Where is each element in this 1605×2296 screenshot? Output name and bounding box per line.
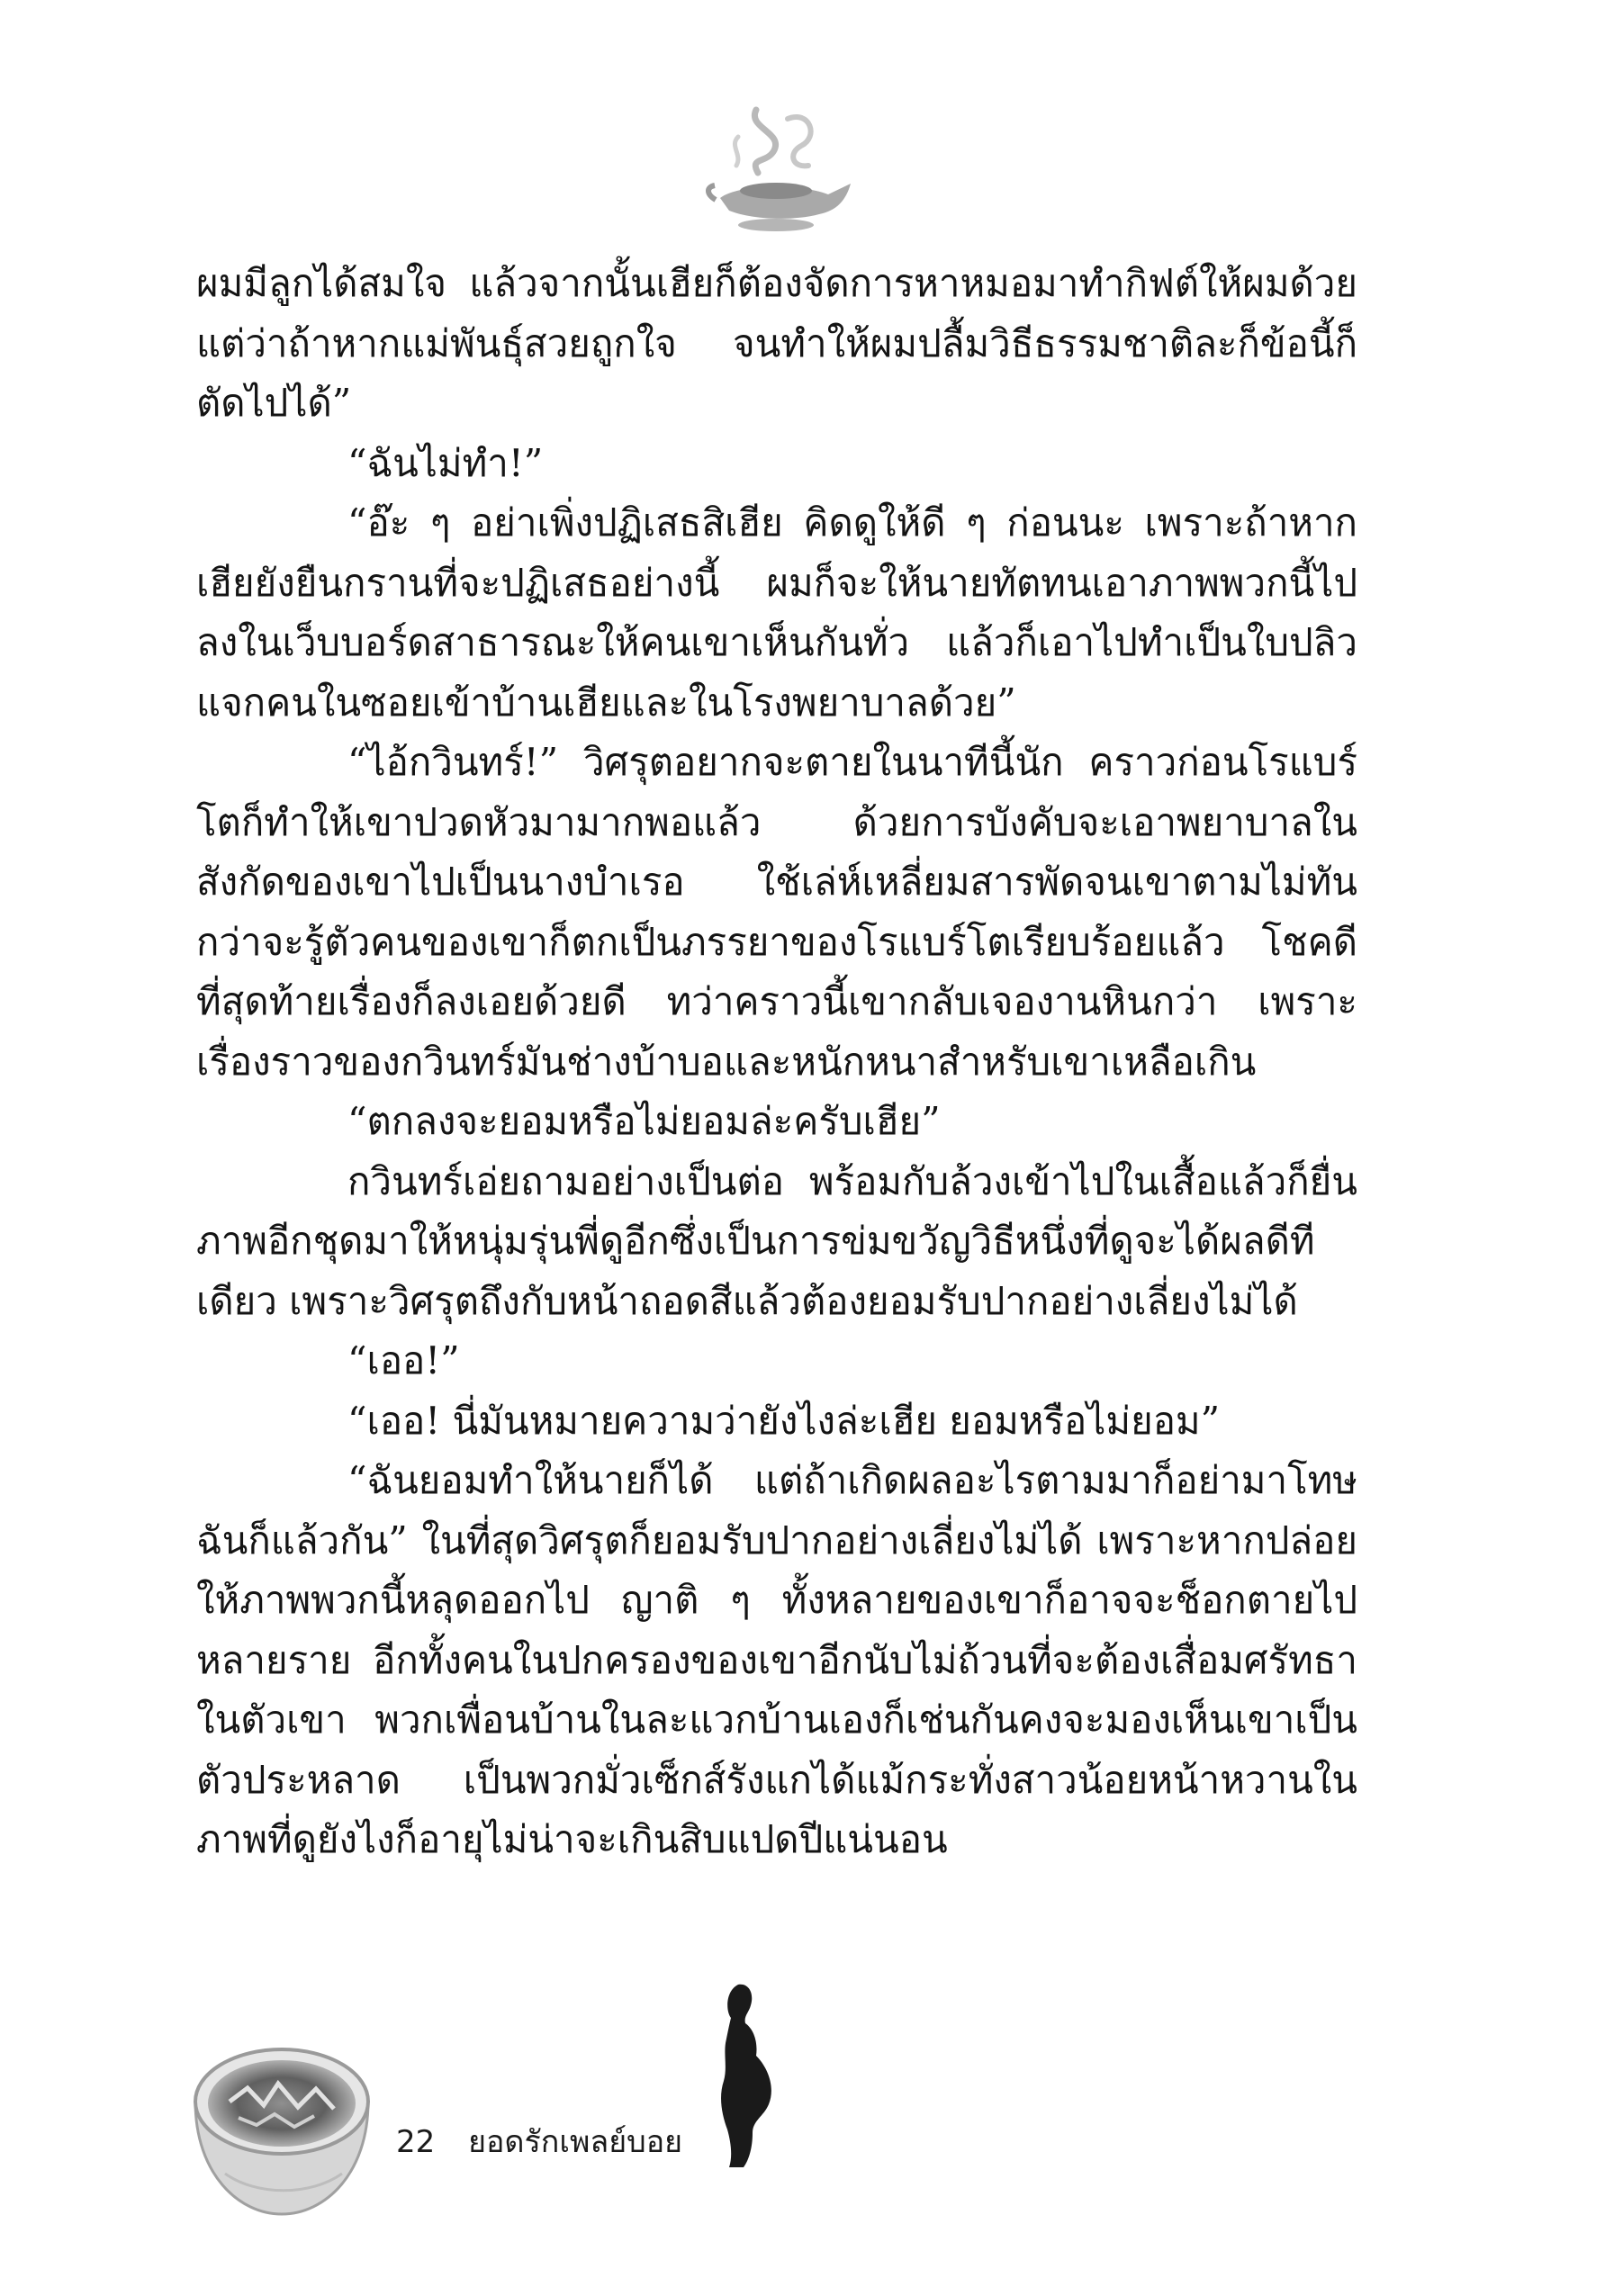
page-number: 22 xyxy=(396,2124,436,2160)
paragraph: กวินทร์เอ่ยถามอย่างเป็นต่อ พร้อมกับล้วงเข้าไปในเสื้อแล้วก็ยื่นภาพอีกชุดมาให้หนุ่มรุ่นพี่ดูอีกซึ่งเป็นการข่มขวัญวิธีหนึ่งที่ดูจะได้ผลดีทีเดียว เพราะวิศรุตถึงกับหน้าถอดสีแล้วต้องยอมรับปากอย่างเลี่ยงไม่ได้ xyxy=(196,1158,1357,1323)
paragraph: “เออ!” xyxy=(347,1338,460,1382)
paragraph: “ไอ้กวินทร์!” วิศรุตอยากจะตายในนาทีนี้นัก คราวก่อนโรแบร์โตก็ทำให้เขาปวดหัวมามากพอแล้ว ด้วยการบังคับจะเอาพยาบาลในสังกัดของเขาไปเป็นนางบำเรอ ใช้เล่ห์เหลี่ยมสารพัดจนเขาตามไม่ทัน กว่าจะรู้ตัวคนของเขาก็ตกเป็นภรรยาของโรแบร์โตเรียบร้อยแล้ว โชคดีที่สุดท้ายเรื่องก็ลงเอยด้วยดี ทว่าคราวนี้เขากลับเจองานหินกว่า เพราะเรื่องราวของกวินทร์มันช่างบ้าบอและหนักหนาสำหรับเขาเหลือเกิน xyxy=(196,740,1357,1084)
tea-bowl-icon xyxy=(185,2039,378,2219)
pregnant-woman-silhouette-icon xyxy=(702,1980,783,2169)
paragraph: “ฉันยอมทำให้นายก็ได้ แต่ถ้าเกิดผลอะไรตามมาก็อย่ามาโทษฉันก็แล้วกัน” ในที่สุดวิศรุตก็ยอมรับปากอย่างเลี่ยงไม่ได้ เพราะหากปล่อยให้ภาพพวกนี้หลุดออกไป ญาติ ๆ ทั้งหลายของเขาก็อาจจะช็อกตายไปหลายราย อีกทั้งคนในปกครองของเขาอีกนับไม่ถ้วนที่จะต้องเสื่อมศรัทธาในตัวเขา พวกเพื่อนบ้านในละแวกบ้านเองก็เช่นกันคงจะมองเห็นเขาเป็นตัวประหลาด เป็นพวกมั่วเซ็กส์รังแกได้แม้กระทั่งสาวน้อยหน้าหวานในภาพที่ดูยังไงก็อายุไม่น่าจะเกินสิบแปดปีแน่นอน xyxy=(196,1458,1357,1861)
genie-lamp-icon xyxy=(702,101,855,236)
paragraph: “ฉันไม่ทำ!” xyxy=(347,440,544,485)
paragraph: “เออ! นี่มันหมายความว่ายังไงล่ะเฮีย ยอมหรือไม่ยอม” xyxy=(347,1398,1221,1443)
paragraph: ผมมีลูกได้สมใจ แล้วจากนั้นเฮียก็ต้องจัดการหาหมอมาทำกิฟต์ให้ผมด้วย แต่ว่าถ้าหากแม่พันธุ์สวยถูกใจ จนทำให้ผมปลื้มวิธีธรรมชาติละก็ข้อนี้ก็ตัดไปได้” xyxy=(196,261,1357,425)
paragraph: “ตกลงจะยอมหรือไม่ยอมล่ะครับเฮีย” xyxy=(347,1099,941,1143)
paragraph: “อ๊ะ ๆ อย่าเพิ่งปฏิเสธสิเฮีย คิดดูให้ดี ๆ ก่อนนะ เพราะถ้าหากเฮียยังยืนกรานที่จะปฏิเสธอย่างนี้ ผมก็จะให้นายทัตทนเอาภาพพวกนี้ไปลงในเว็บบอร์ดสาธารณะให้คนเขาเห็นกันทั่ว แล้วก็เอาไปทำเป็นใบปลิวแจกคนในซอยเข้าบ้านเฮียและในโรงพยาบาลด้วย” xyxy=(196,500,1357,725)
book-title: ยอดรักเพลย์บอย xyxy=(468,2124,683,2160)
page-footer xyxy=(396,2117,682,2165)
body-text xyxy=(196,254,1357,1870)
